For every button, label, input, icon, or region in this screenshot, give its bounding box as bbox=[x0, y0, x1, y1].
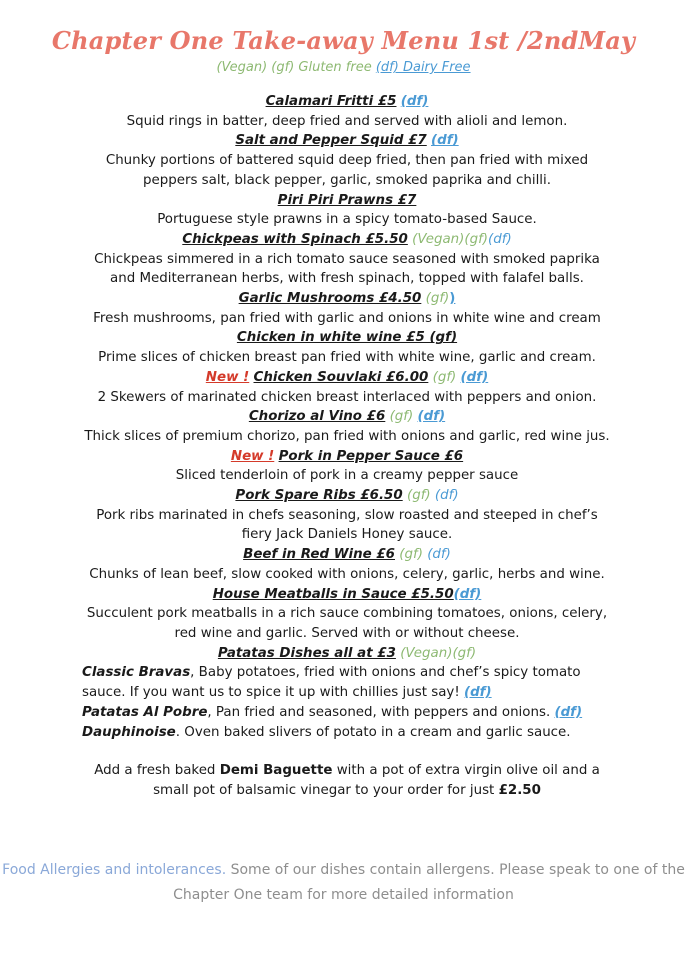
menu-item-name: Garlic Mushrooms £4.50 bbox=[238, 291, 422, 307]
menu-item-description: Squid rings in batter, deep fried and served with alioli and lemon. bbox=[126, 113, 568, 129]
menu-item-name: Piri Piri Prawns £7 bbox=[277, 192, 417, 208]
df-tag: (df) bbox=[554, 704, 583, 720]
menu-title: Chapter One Take-away Menu 1st /2ndMay bbox=[51, 26, 636, 55]
vegan-gf-tag: (Vegan)(gf) bbox=[400, 645, 477, 661]
menu-item-heading bbox=[82, 447, 612, 467]
menu-item-description: Thick slices of premium chorizo, pan fried with onions and garlic, red wine jus. bbox=[84, 428, 610, 444]
menu-item-heading bbox=[82, 191, 612, 211]
menu-item-description: 2 Skewers of marinated chicken breast interlaced with peppers and onion. bbox=[97, 389, 597, 405]
df-tag: (df) bbox=[427, 547, 451, 563]
vegan-gf-tag: (Vegan)(gf) bbox=[412, 231, 489, 247]
df-tag: (df) bbox=[463, 685, 492, 701]
baguette-name: Demi Baguette bbox=[219, 763, 333, 779]
baguette-offer bbox=[82, 761, 612, 800]
menu-item-heading bbox=[82, 545, 612, 565]
df-tag: (df) bbox=[400, 94, 429, 109]
menu-item-name: Pork Spare Ribs £6.50 bbox=[235, 488, 403, 504]
menu-item-heading bbox=[82, 230, 612, 250]
gf-tag: (gf) bbox=[389, 409, 414, 425]
allergy-notice bbox=[0, 858, 687, 908]
df-tag: (df) bbox=[417, 409, 446, 425]
al-pobre-item bbox=[82, 703, 612, 723]
new-badge: New ! bbox=[205, 369, 250, 385]
menu-item-description: Chunks of lean beef, slow cooked with onions, celery, garlic, herbs and wine. bbox=[89, 566, 605, 582]
gf-tag: (gf) bbox=[425, 291, 450, 307]
menu-item-name: Pork in Pepper Sauce £6 bbox=[278, 448, 464, 464]
classic-bravas-description: , Baby potatoes, fried with onions and chef’s spicy tomato sauce. If you want us to spice it up with chillies just say! bbox=[82, 665, 581, 701]
menu-item-heading bbox=[82, 131, 612, 151]
baguette-price: £2.50 bbox=[498, 782, 541, 798]
menu-item-heading bbox=[82, 289, 612, 309]
menu-item-description: Chunky portions of battered squid deep fried, then pan fried with mixed peppers salt, black pepper, garlic, smoked paprika and chilli. bbox=[105, 153, 589, 188]
classic-bravas-name: Classic Bravas bbox=[82, 665, 191, 681]
legend-df: (df) Dairy Free bbox=[375, 60, 471, 75]
new-badge: New ! bbox=[230, 448, 275, 464]
allergy-notice-text: Some of our dishes contain allergens. Please speak to one of the Chapter One team for more detailed information bbox=[173, 862, 685, 903]
baguette-text-pre: Add a fresh baked bbox=[94, 763, 220, 779]
menu-item-heading bbox=[82, 407, 612, 427]
classic-bravas-item bbox=[82, 663, 612, 702]
al-pobre-name: Patatas Al Pobre bbox=[82, 704, 208, 720]
menu-item-description: Portuguese style prawns in a spicy tomato-based Sauce. bbox=[157, 212, 537, 228]
menu-item-heading bbox=[82, 486, 612, 506]
df-tag: (df) bbox=[431, 133, 459, 149]
dauphinoise-item bbox=[82, 723, 612, 743]
spacer bbox=[82, 742, 612, 761]
baguette-text-mid: with a pot of extra virgin olive oil and a small pot of balsamic vinegar to your order for just bbox=[153, 763, 600, 798]
menu-item-description: Pork ribs marinated in chefs seasoning, slow roasted and steeped in chef’s fiery Jack Daniels Honey sauce. bbox=[96, 507, 598, 543]
df-tag: (df) bbox=[434, 488, 459, 504]
gf-tag: (gf) bbox=[432, 369, 457, 385]
menu-item-heading bbox=[82, 368, 612, 388]
gf-tag: (gf) bbox=[399, 547, 423, 563]
dauphinoise-name: Dauphinoise bbox=[82, 724, 176, 740]
menu-item-heading bbox=[82, 92, 612, 112]
menu-item-description: Chickpeas simmered in a rich tomato sauce seasoned with smoked paprika and Mediterranean herbs, with fresh spinach, topped with falafel balls. bbox=[94, 251, 600, 287]
menu-item-description: Sliced tenderloin of pork in a creamy pepper sauce bbox=[175, 468, 519, 484]
menu-item-heading bbox=[82, 585, 612, 605]
menu-item-name: Chorizo al Vino £6 bbox=[248, 409, 386, 425]
menu-item-description: Fresh mushrooms, pan fried with garlic and onions in white wine and cream bbox=[93, 310, 601, 326]
menu-list bbox=[82, 92, 612, 801]
df-tag: (df) bbox=[460, 369, 489, 385]
menu-item-name: Beef in Red Wine £6 bbox=[243, 547, 395, 563]
patatas-heading-text: Patatas Dishes all at £3 bbox=[217, 645, 396, 661]
menu-item-name: Salt and Pepper Squid £7 bbox=[235, 133, 427, 149]
menu-item-name: Chicken Souvlaki £6.00 bbox=[253, 369, 429, 385]
tag-bracket: ) bbox=[449, 291, 456, 307]
menu-item-name: House Meatballs in Sauce £5.50 bbox=[212, 586, 454, 602]
gf-tag: (gf) bbox=[406, 488, 431, 504]
menu-item-description: Succulent pork meatballs in a rich sauce combining tomatoes, onions, celery, red wine and garlic. Served with or without cheese. bbox=[86, 606, 608, 641]
menu-item-heading bbox=[82, 328, 612, 348]
dietary-legend bbox=[0, 60, 687, 75]
menu-item-name: Chicken in white wine £5 (gf) bbox=[236, 330, 458, 346]
df-tag: (df) bbox=[453, 586, 482, 602]
menu-item-name: Chickpeas with Spinach £5.50 bbox=[182, 231, 408, 247]
allergy-notice-lead: Food Allergies and intolerances. bbox=[2, 862, 227, 878]
df-tag: (df) bbox=[488, 231, 512, 247]
al-pobre-description: , Pan fried and seasoned, with peppers and onions. bbox=[207, 704, 551, 720]
menu-item-name: Calamari Fritti £5 bbox=[265, 94, 397, 109]
menu-item-description: Prime slices of chicken breast pan fried with white wine, garlic and cream. bbox=[98, 350, 596, 366]
patatas-heading bbox=[82, 644, 612, 664]
legend-vegan-gf: (Vegan) (gf) Gluten free bbox=[216, 60, 372, 75]
dauphinoise-description: . Oven baked slivers of potato in a cream and garlic sauce. bbox=[175, 724, 571, 740]
